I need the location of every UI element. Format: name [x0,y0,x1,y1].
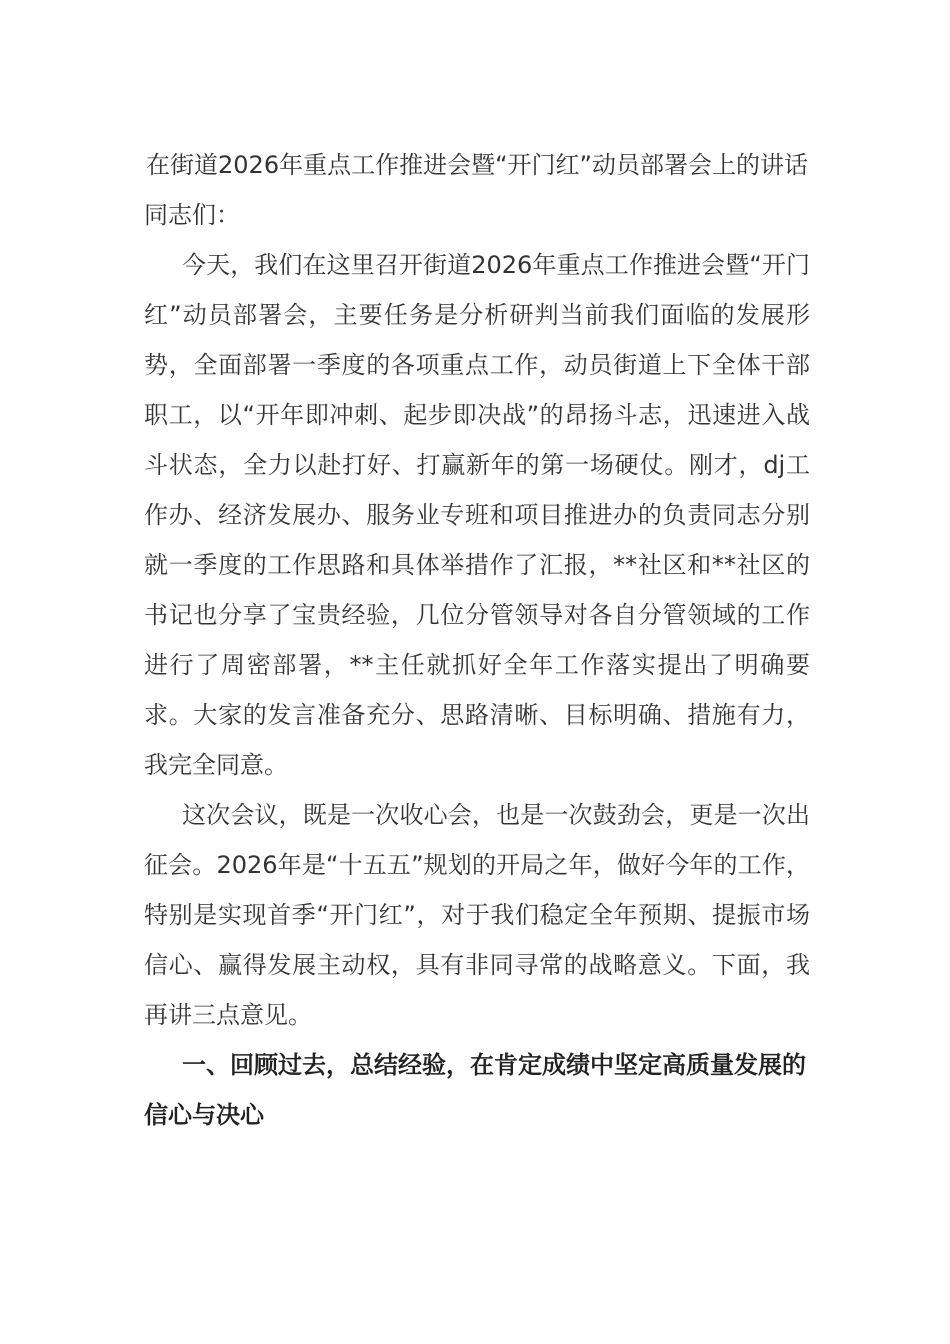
paragraph-meeting-significance: 这次会议，既是一次收心会，也是一次鼓劲会，更是一次出征会。2026年是“十五五”规划的开局之年，做好今年的工作，特别是实现首季“开门红”，对于我们稳定全年预期、提振市场信心、赢得发展主动权，具有非同寻常的战略意义。下面，我再讲三点意见。 [144,801,810,1029]
salutation: 同志们： [144,201,240,229]
document-title: 在街道2026年重点工作推进会暨“开门红”动员部署会上的讲话 [146,151,808,179]
document-body [144,140,810,1140]
section-heading-one: 一、回顾过去，总结经验，在肯定成绩中坚定高质量发展的信心与决心 [144,1051,806,1129]
paragraph-intro: 今天，我们在这里召开街道2026年重点工作推进会暨“开门红”动员部署会，主要任务是分析研判当前我们面临的发展形势，全面部署一季度的各项重点工作，动员街道上下全体干部职工，以“开年即冲刺、起步即决战”的昂扬斗志，迅速进入战斗状态，全力以赴打好、打赢新年的第一场硬仗。刚才，dj工作办、经济发展办、服务业专班和项目推进办的负责同志分别就一季度的工作思路和具体举措作了汇报，**社区和**社区的书记也分享了宝贵经验，几位分管领导对各自分管领域的工作进行了周密部署，**主任就抓好全年工作落实提出了明确要求。大家的发言准备充分、思路清晰、目标明确、措施有力，我完全同意。 [144,251,810,779]
